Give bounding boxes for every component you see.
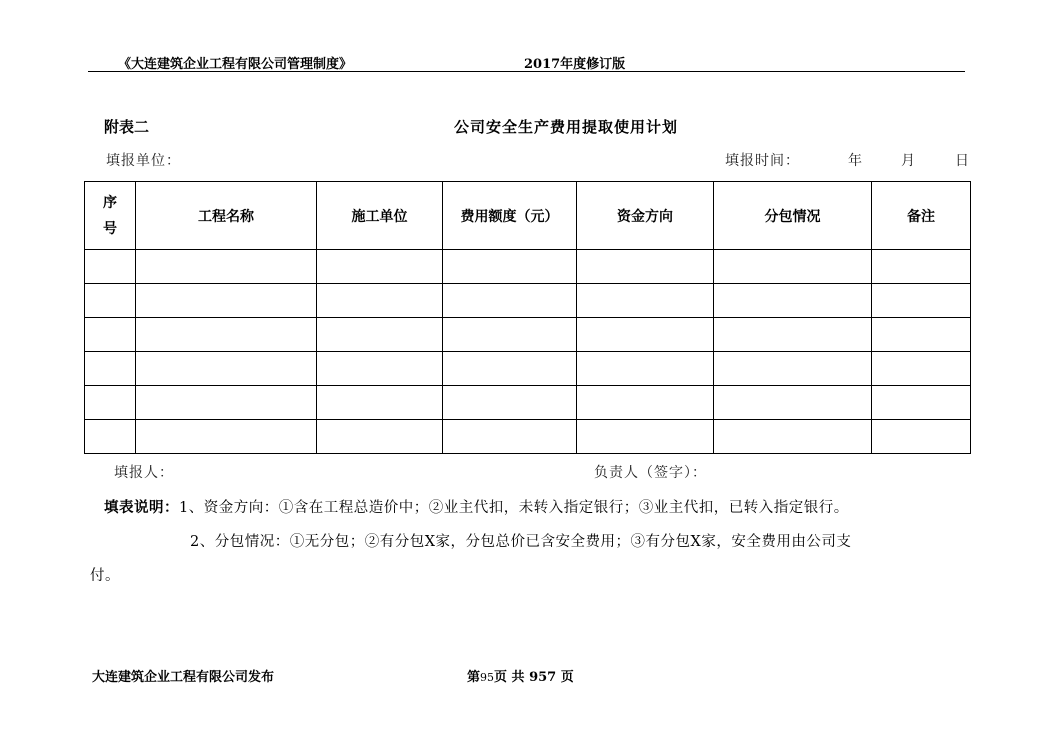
table-row bbox=[85, 250, 971, 284]
form-title: 公司安全生产费用提取使用计划 bbox=[454, 118, 679, 136]
cell-seq[interactable] bbox=[85, 284, 136, 318]
seq-char-2: 号 bbox=[103, 220, 117, 237]
day-label: 日 bbox=[955, 153, 969, 169]
year-label: 年 bbox=[848, 153, 862, 169]
cell-seq[interactable] bbox=[85, 318, 136, 352]
page-number: 95 bbox=[480, 671, 495, 684]
column-header-seq bbox=[85, 182, 136, 250]
header-rule bbox=[88, 71, 965, 72]
filler-signature-label: 填报人： bbox=[114, 465, 174, 481]
cell-cost-amount[interactable] bbox=[443, 250, 577, 284]
cell-cost-amount[interactable] bbox=[443, 318, 577, 352]
month-label: 月 bbox=[901, 153, 915, 169]
cell-construction-unit[interactable] bbox=[317, 352, 443, 386]
cell-remarks[interactable] bbox=[872, 352, 971, 386]
notes-subcontract: 2、分包情况：①无分包；②有分包X家，分包总价已含安全费用；③有分包X家，安全费用由公司支 bbox=[190, 534, 852, 550]
seq-char-1: 序 bbox=[103, 194, 117, 211]
cell-subcontract-status[interactable] bbox=[714, 386, 872, 420]
appendix-label: 附表二 bbox=[104, 118, 150, 136]
page-total: 957 bbox=[529, 670, 557, 685]
cell-project-name[interactable] bbox=[136, 420, 317, 454]
page-mid: 页 共 bbox=[494, 670, 525, 685]
cell-construction-unit[interactable] bbox=[317, 386, 443, 420]
cell-remarks[interactable] bbox=[872, 284, 971, 318]
cell-construction-unit[interactable] bbox=[317, 318, 443, 352]
table-row bbox=[85, 386, 971, 420]
table-row bbox=[85, 284, 971, 318]
cell-cost-amount[interactable] bbox=[443, 386, 577, 420]
cell-subcontract-status[interactable] bbox=[714, 420, 872, 454]
cell-remarks[interactable] bbox=[872, 386, 971, 420]
notes-fund-direction: 1、资金方向：①含在工程总造价中；②业主代扣，未转入指定银行；③业主代扣，已转入指定银行。 bbox=[179, 500, 849, 516]
safety-cost-plan-table bbox=[84, 181, 971, 454]
cell-fund-direction[interactable] bbox=[577, 318, 714, 352]
cell-subcontract-status[interactable] bbox=[714, 250, 872, 284]
cell-fund-direction[interactable] bbox=[577, 284, 714, 318]
notes-label: 填表说明： bbox=[104, 499, 179, 516]
table-row bbox=[85, 352, 971, 386]
cell-fund-direction[interactable] bbox=[577, 420, 714, 454]
cell-construction-unit[interactable] bbox=[317, 420, 443, 454]
cell-subcontract-status[interactable] bbox=[714, 284, 872, 318]
table-row bbox=[85, 420, 971, 454]
cell-subcontract-status[interactable] bbox=[714, 352, 872, 386]
notes-subcontract-continued: 付。 bbox=[90, 568, 120, 584]
cell-remarks[interactable] bbox=[872, 250, 971, 284]
document-header-title: 《大连建筑企业工程有限公司管理制度》 bbox=[118, 57, 353, 72]
cell-cost-amount[interactable] bbox=[443, 352, 577, 386]
cell-project-name[interactable] bbox=[136, 318, 317, 352]
cell-project-name[interactable] bbox=[136, 352, 317, 386]
cell-seq[interactable] bbox=[85, 352, 136, 386]
footer-page-info bbox=[467, 666, 574, 685]
column-header-remarks: 备注 bbox=[872, 182, 971, 250]
cell-remarks[interactable] bbox=[872, 318, 971, 352]
table-header-row bbox=[85, 182, 971, 250]
cell-construction-unit[interactable] bbox=[317, 250, 443, 284]
cell-construction-unit[interactable] bbox=[317, 284, 443, 318]
column-header-fund-direction: 资金方向 bbox=[577, 182, 714, 250]
cell-seq[interactable] bbox=[85, 386, 136, 420]
cell-project-name[interactable] bbox=[136, 284, 317, 318]
cell-cost-amount[interactable] bbox=[443, 420, 577, 454]
page-suffix: 页 bbox=[560, 670, 574, 685]
cell-seq[interactable] bbox=[85, 250, 136, 284]
column-header-subcontract-status: 分包情况 bbox=[714, 182, 872, 250]
reporter-unit-label: 填报单位： bbox=[106, 153, 181, 169]
column-header-cost-amount: 费用额度（元） bbox=[443, 182, 577, 250]
responsible-signature-label: 负责人（签字）： bbox=[594, 465, 707, 481]
cell-project-name[interactable] bbox=[136, 386, 317, 420]
document-header-version: 2017年度修订版 bbox=[524, 57, 626, 72]
page-prefix: 第 bbox=[467, 670, 481, 685]
cell-fund-direction[interactable] bbox=[577, 352, 714, 386]
notes-line-1 bbox=[104, 496, 849, 517]
cell-remarks[interactable] bbox=[872, 420, 971, 454]
cell-seq[interactable] bbox=[85, 420, 136, 454]
cell-fund-direction[interactable] bbox=[577, 250, 714, 284]
column-header-project-name: 工程名称 bbox=[136, 182, 317, 250]
footer-publisher: 大连建筑企业工程有限公司发布 bbox=[92, 670, 275, 685]
report-time-label: 填报时间： bbox=[725, 153, 800, 169]
cell-fund-direction[interactable] bbox=[577, 386, 714, 420]
cell-cost-amount[interactable] bbox=[443, 284, 577, 318]
cell-subcontract-status[interactable] bbox=[714, 318, 872, 352]
cell-project-name[interactable] bbox=[136, 250, 317, 284]
table-row bbox=[85, 318, 971, 352]
column-header-construction-unit: 施工单位 bbox=[317, 182, 443, 250]
